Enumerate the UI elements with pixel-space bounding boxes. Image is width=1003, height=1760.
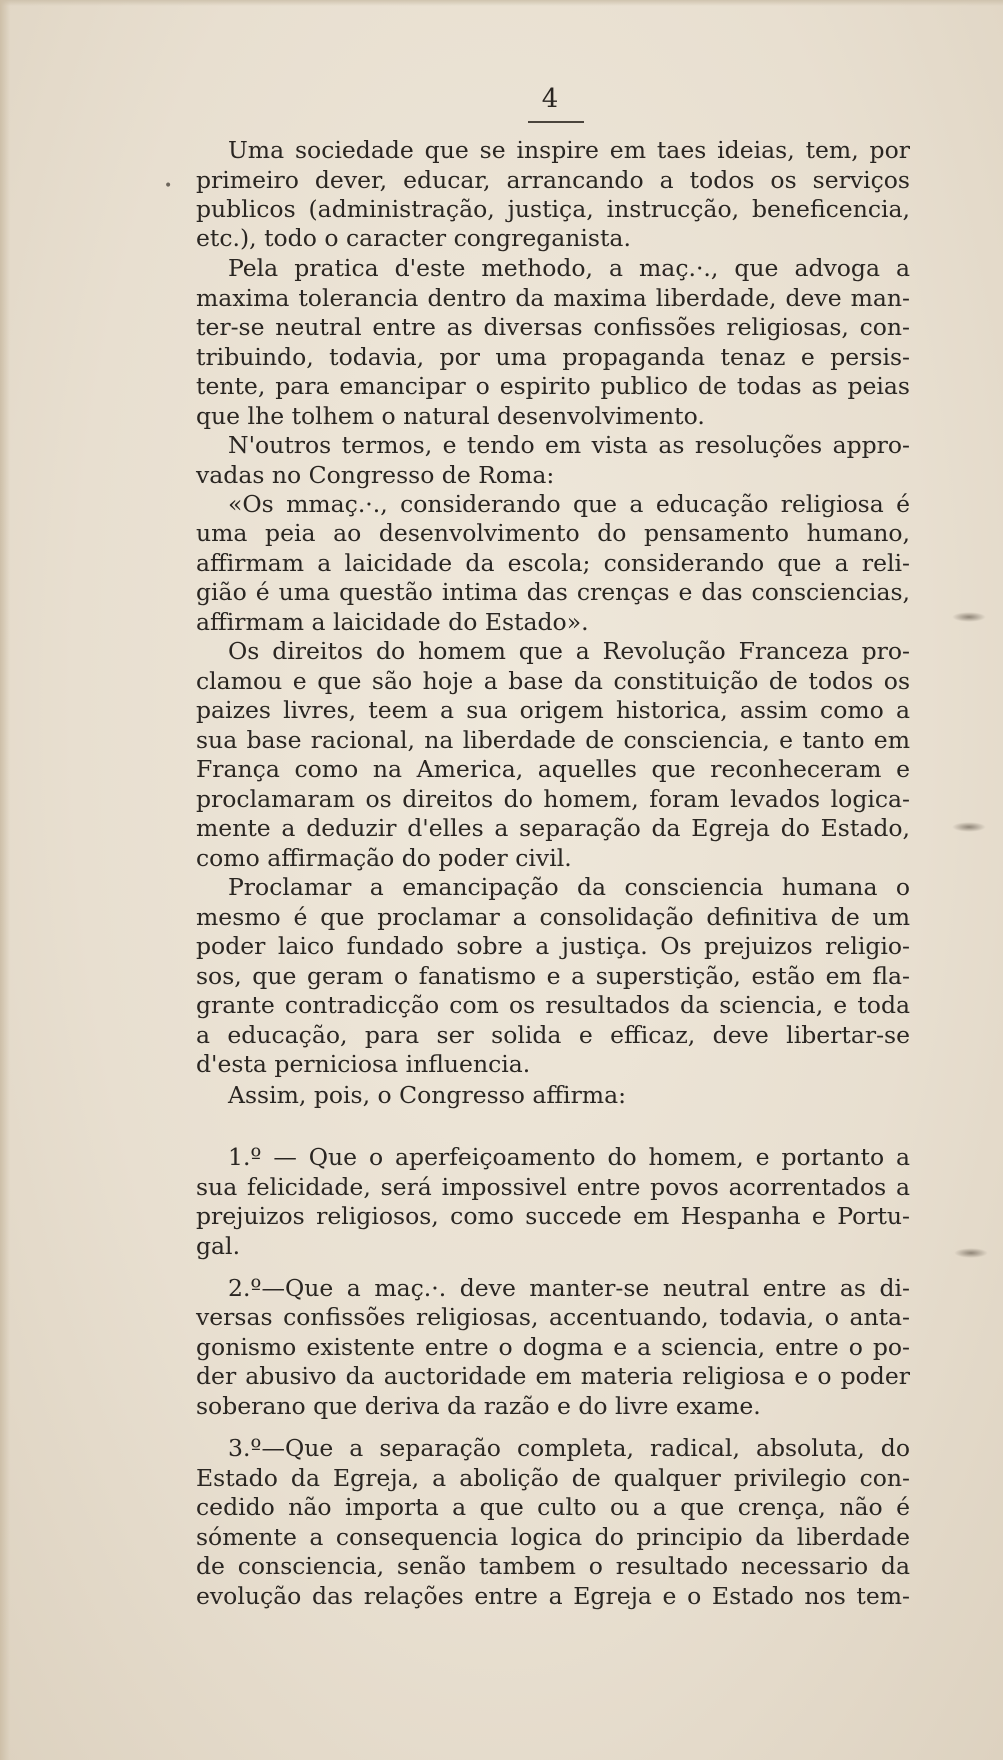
text-line: Pela pratica d'este methodo, a maç.·., que advoga a	[228, 254, 910, 282]
text-line: grante contradicção com os resultados da sciencia, e toda	[196, 991, 910, 1019]
page-top-edge	[0, 0, 1003, 6]
text-line: Estado da Egreja, a abolição de qualquer privilegio con-	[196, 1464, 910, 1492]
text-line: clamou e que são hoje a base da constituição de todos os	[196, 667, 910, 695]
text-line: proclamaram os direitos do homem, foram levados logica-	[196, 785, 910, 813]
text-line: sua felicidade, será impossivel entre povos acorrentados a	[196, 1173, 910, 1201]
page-number-rule	[528, 121, 584, 123]
text-line: d'esta perniciosa influencia.	[196, 1050, 531, 1078]
text-line: gal.	[196, 1232, 241, 1260]
text-line: der abusivo da auctoridade em materia religiosa e o poder	[196, 1362, 910, 1390]
text-line: a educação, para ser solida e efficaz, deve libertar-se	[196, 1021, 910, 1049]
margin-stain-icon	[952, 612, 986, 622]
page-left-edge	[0, 0, 10, 1760]
text-line: sómente a consequencia logica do principio da liberdade	[196, 1523, 910, 1551]
text-line: gonismo existente entre o dogma e a sciencia, entre o po-	[196, 1333, 910, 1361]
text-line: uma peia ao desenvolvimento do pensamento humano,	[196, 519, 910, 547]
text-line: Os direitos do homem que a Revolução Franceza pro-	[228, 637, 910, 665]
text-line: poder laico fundado sobre a justiça. Os prejuizos religio-	[196, 932, 910, 960]
text-line: cedido não importa a que culto ou a que crença, não é	[196, 1493, 910, 1521]
text-line: ter-se neutral entre as diversas confissões religiosas, con-	[196, 313, 910, 341]
text-line: tribuindo, todavia, por uma propaganda tenaz e persis-	[196, 343, 910, 371]
text-line: primeiro dever, educar, arrancando a todos os serviços	[196, 166, 910, 194]
text-line: soberano que deriva da razão e do livre exame.	[196, 1392, 761, 1420]
margin-stain-icon	[954, 1248, 988, 1258]
text-line: Proclamar a emancipação da consciencia humana o	[228, 873, 910, 901]
text-line: N'outros termos, e tendo em vista as resoluções appro-	[228, 431, 910, 459]
text-line: paizes livres, teem a sua origem historica, assim como a	[196, 696, 910, 724]
margin-stain-icon	[952, 822, 986, 832]
text-line: maxima tolerancia dentro da maxima liberdade, deve man-	[196, 284, 910, 312]
text-line: 2.º—Que a maç.·. deve manter-se neutral entre as di-	[228, 1274, 910, 1302]
margin-speck-icon: •	[164, 178, 173, 194]
text-line: affirmam a laicidade do Estado».	[196, 608, 589, 636]
text-line: tente, para emancipar o espirito publico de todas as peias	[196, 372, 910, 400]
text-line: de consciencia, senão tambem o resultado necessario da	[196, 1552, 910, 1580]
text-line: versas confissões religiosas, accentuando, todavia, o anta-	[196, 1303, 910, 1331]
text-line: sos, que geram o fanatismo e a superstição, estão em fla-	[196, 962, 910, 990]
text-line: que lhe tolhem o natural desenvolvimento.	[196, 402, 705, 430]
text-line: Uma sociedade que se inspire em taes ideias, tem, por	[228, 136, 910, 164]
text-line: prejuizos religiosos, como succede em Hespanha e Portu-	[196, 1202, 910, 1230]
text-line: França como na America, aquelles que reconheceram e	[196, 755, 910, 783]
text-line: mesmo é que proclamar a consolidação definitiva de um	[196, 903, 910, 931]
text-line: evolução das relações entre a Egreja e o Estado nos tem-	[196, 1582, 910, 1610]
text-line: publicos (administração, justiça, instrucção, beneficencia,	[196, 195, 910, 223]
text-line: Assim, pois, o Congresso affirma:	[228, 1081, 627, 1109]
text-line: 3.º—Que a separação completa, radical, absoluta, do	[228, 1434, 910, 1462]
text-line: affirmam a laicidade da escola; considerando que a reli-	[196, 549, 910, 577]
page-number: 4	[541, 84, 559, 114]
text-line: «Os mmaç.·., considerando que a educação religiosa é	[228, 490, 910, 518]
text-line: etc.), todo o caracter congreganista.	[196, 224, 631, 252]
text-line: gião é uma questão intima das crenças e das consciencias,	[196, 578, 910, 606]
text-line: mente a deduzir d'elles a separação da Egreja do Estado,	[196, 814, 910, 842]
text-line: como affirmação do poder civil.	[196, 844, 572, 872]
text-line: 1.º — Que o aperfeiçoamento do homem, e portanto a	[228, 1143, 910, 1171]
text-line: vadas no Congresso de Roma:	[196, 461, 555, 489]
text-line: sua base racional, na liberdade de consciencia, e tanto em	[196, 726, 910, 754]
